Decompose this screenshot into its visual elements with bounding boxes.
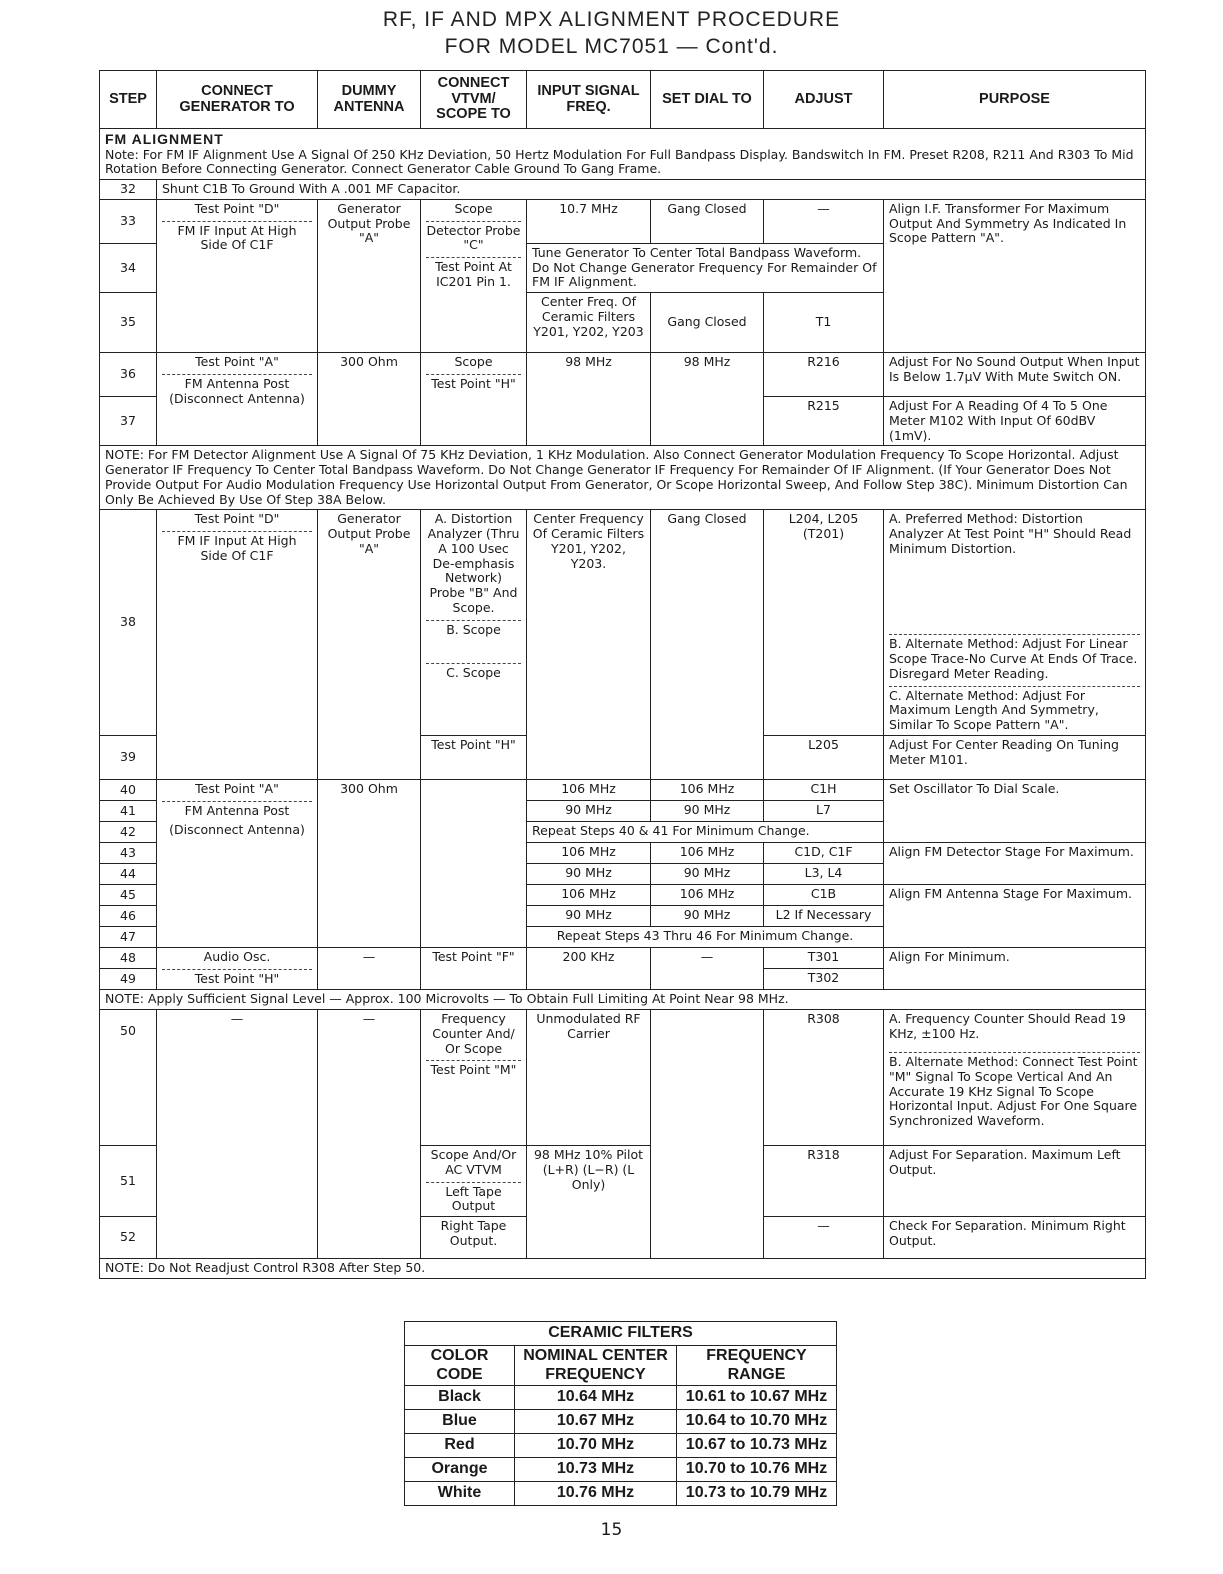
step-number: 33 [100, 199, 157, 243]
table-row [100, 180, 1146, 200]
page-title-line-1: RF, IF AND MPX ALIGNMENT PROCEDURE [382, 8, 841, 31]
purpose-text: Adjust For Separation. Maximum Left Output. [884, 1146, 1146, 1217]
adjust-item: R216 [764, 353, 884, 397]
ceramic-filters-table [404, 1321, 837, 1506]
repeat-instruction: Repeat Steps 40 & 41 For Minimum Change. [527, 822, 884, 843]
adjust-item: — [764, 1217, 884, 1259]
header-generator: CONNECT GENERATOR TO [157, 71, 318, 129]
step-number: 49 [100, 969, 157, 990]
readjust-note-row [100, 1259, 1146, 1279]
table-row [100, 199, 1146, 243]
vtvm-test-point: Test Point "H" [421, 736, 527, 780]
table-row [100, 353, 1146, 397]
dial-setting: 90 MHz [651, 864, 764, 885]
adjust-item: T302 [764, 969, 884, 990]
step-number: 42 [100, 822, 157, 843]
dummy-antenna: 300 Ohm [318, 780, 421, 948]
generator-location: FM Antenna Post [162, 801, 312, 819]
tune-instruction: Tune Generator To Center Total Bandpass Waveform. Do Not Change Generator Frequency For Remainder Of FM IF Alignment. [527, 243, 884, 292]
generator-point: — [157, 1010, 318, 1259]
table-row [100, 948, 1146, 969]
table-row [100, 1010, 1146, 1146]
ceramic-row [405, 1386, 837, 1410]
generator-location: FM IF Input At High Side Of C1F [162, 531, 312, 564]
input-frequency: 98 MHz [527, 353, 651, 446]
purpose-text: Adjust For A Reading Of 4 To 5 One Meter M102 With Input Of 60dBV (1mV). [884, 397, 1146, 446]
ceramic-header-nominal: NOMINAL CENTER FREQUENCY [515, 1346, 677, 1386]
vtvm-method-a: A. Distortion Analyzer (Thru A 100 Usec De-emphasis Network) Probe "B" And Scope. [427, 511, 520, 615]
vtvm-connection: Scope [454, 354, 493, 370]
repeat-instruction: Repeat Steps 43 Thru 46 For Minimum Change. [527, 927, 884, 948]
adjust-item: L3, L4 [764, 864, 884, 885]
vtvm-method-b: B. Scope [426, 620, 521, 659]
vtvm-test-point: Test Point "F" [421, 948, 527, 990]
input-frequency: 90 MHz [527, 906, 651, 927]
dummy-antenna: 300 Ohm [318, 353, 421, 446]
nominal-frequency: 10.76 MHz [515, 1482, 677, 1506]
step-number: 37 [100, 397, 157, 446]
purpose-text: Align I.F. Transformer For Maximum Output And Symmetry As Indicated In Scope Pattern "A". [884, 199, 1146, 352]
purpose-method-a: A. Frequency Counter Should Read 19 KHz, ±100 Hz. [889, 1011, 1126, 1041]
purpose-method-c: C. Alternate Method: Adjust For Maximum Length And Symmetry, Similar To Scope Pattern "A". [889, 686, 1140, 733]
dial-setting: 106 MHz [651, 843, 764, 864]
header-row [100, 71, 1146, 129]
detector-note-row [100, 446, 1146, 510]
fm-alignment-note-row [100, 129, 1146, 180]
step-number: 50 [100, 1010, 157, 1146]
header-step: STEP [100, 71, 157, 129]
ceramic-row [405, 1434, 837, 1458]
adjust-item: R318 [764, 1146, 884, 1217]
header-vtvm: CONNECT VTVM/ SCOPE TO [421, 71, 527, 129]
readjust-note: NOTE: Do Not Readjust Control R308 After Step 50. [100, 1259, 1146, 1279]
ceramic-header-color: COLOR CODE [405, 1346, 515, 1386]
step-number: 39 [100, 736, 157, 780]
frequency-range: 10.67 to 10.73 MHz [677, 1434, 837, 1458]
vtvm-connection: Scope And/Or AC VTVM [430, 1147, 517, 1177]
dial-setting: — [651, 948, 764, 990]
detector-note: NOTE: For FM Detector Alignment Use A Signal Of 75 KHz Deviation, 1 KHz Modulation. Also Connect Generator Modulation Frequency To Scope Horizontal. Adjust Generator IF Frequency To Center Total Bandpass Waveform. Do Not Change Generator IF Frequency For Remainder Of IF Alignment. (If Your Generator Does Not Provide Output For Audio Modulation Frequency Use Horizontal Output From Generator, Or Scope Horizontal Sweep, And Follow Step 38C). Minimum Distortion Can Only Be Achieved By Use Of Step 38A Below. [100, 446, 1146, 510]
step-number: 35 [100, 293, 157, 353]
generator-location: Test Point "H" [162, 969, 312, 987]
input-frequency: 10.7 MHz [527, 199, 651, 243]
step-number: 51 [100, 1146, 157, 1217]
signal-level-note: NOTE: Apply Sufficient Signal Level — Approx. 100 Microvolts — To Obtain Full Limiting At Point Near 98 MHz. [100, 990, 1146, 1010]
header-input: INPUT SIGNAL FREQ. [527, 71, 651, 129]
color-code: Blue [405, 1410, 515, 1434]
step-number: 38 [100, 510, 157, 736]
generator-point: Test Point "D" [194, 511, 280, 527]
adjust-item: C1B [764, 885, 884, 906]
vtvm-test-point: Left Tape Output [426, 1182, 521, 1215]
adjust-item: L7 [764, 801, 884, 822]
input-frequency: 98 MHz 10% Pilot (L+R) (L−R) (L Only) [527, 1146, 651, 1259]
table-row [100, 780, 1146, 801]
generator-point: Audio Osc. [203, 949, 271, 965]
ceramic-row [405, 1458, 837, 1482]
generator-location: FM IF Input At High Side Of C1F [162, 221, 312, 254]
adjust-item: R308 [764, 1010, 884, 1146]
adjust-item: — [764, 199, 884, 243]
input-frequency: 200 KHz [527, 948, 651, 990]
frequency-range: 10.64 to 10.70 MHz [677, 1410, 837, 1434]
vtvm-connection: Scope [454, 200, 493, 216]
nominal-frequency: 10.67 MHz [515, 1410, 677, 1434]
input-frequency: Center Freq. Of Ceramic Filters Y201, Y202, Y203 [527, 293, 651, 353]
dial-setting: 106 MHz [651, 780, 764, 801]
dial-setting: Gang Closed [651, 510, 764, 780]
purpose-method-b: B. Alternate Method: Adjust For Linear Scope Trace-No Curve At Ends Of Trace. Disregard Meter Reading. [889, 634, 1140, 681]
header-purpose: PURPOSE [884, 71, 1146, 129]
adjust-item: C1H [764, 780, 884, 801]
ceramic-row [405, 1410, 837, 1434]
nominal-frequency: 10.64 MHz [515, 1386, 677, 1410]
generator-point: Test Point "A" [195, 781, 279, 797]
purpose-method-b: B. Alternate Method: Connect Test Point "M" Signal To Scope Vertical And An Accurate 19 KHz Signal To Scope Horizontal Input. Adjust For One Square Synchronized Waveform. [889, 1052, 1140, 1129]
section-heading: FM ALIGNMENT [105, 131, 224, 147]
purpose-text: Set Oscillator To Dial Scale. [884, 780, 1146, 843]
vtvm-test-point: Test Point At IC201 Pin 1. [426, 257, 521, 290]
table-row [100, 510, 1146, 736]
input-frequency: 106 MHz [527, 843, 651, 864]
purpose-text: Align FM Antenna Stage For Maximum. [884, 885, 1146, 948]
header-adjust: ADJUST [764, 71, 884, 129]
input-frequency: 106 MHz [527, 885, 651, 906]
ceramic-title: CERAMIC FILTERS [405, 1322, 837, 1346]
input-frequency: 90 MHz [527, 801, 651, 822]
step-number: 47 [100, 927, 157, 948]
dial-setting: 98 MHz [651, 353, 764, 446]
adjust-item: L2 If Necessary [764, 906, 884, 927]
vtvm-probe: Detector Probe "C" [426, 222, 521, 253]
frequency-range: 10.70 to 10.76 MHz [677, 1458, 837, 1482]
step-number: 41 [100, 801, 157, 822]
step-number: 34 [100, 243, 157, 292]
generator-location: FM Antenna Post (Disconnect Antenna) [162, 374, 312, 407]
fm-note: Note: For FM IF Alignment Use A Signal Of 250 KHz Deviation, 50 Hertz Modulation For Full Bandpass Display. Bandswitch In FM. Preset R208, R211 And R303 To Mid Rotation Before Connecting Generator. Connect Generator Cable Ground To Gang Frame. [105, 146, 1134, 177]
adjust-item: L204, L205 (T201) [764, 510, 884, 736]
step-number: 36 [100, 353, 157, 397]
nominal-frequency: 10.70 MHz [515, 1434, 677, 1458]
adjust-item: R215 [764, 397, 884, 446]
header-dummy-antenna: DUMMY ANTENNA [318, 71, 421, 129]
header-dial: SET DIAL TO [651, 71, 764, 129]
dummy-antenna: Generator Output Probe "A" [318, 510, 421, 780]
step-number: 40 [100, 780, 157, 801]
step-number: 45 [100, 885, 157, 906]
dial-setting: 106 MHz [651, 885, 764, 906]
generator-point: Test Point "D" [194, 200, 280, 216]
input-frequency: 106 MHz [527, 780, 651, 801]
adjust-item: T1 [764, 293, 884, 353]
dial-setting: Gang Closed [651, 199, 764, 243]
page-number: 15 [600, 1520, 623, 1540]
color-code: White [405, 1482, 515, 1506]
adjust-item: T301 [764, 948, 884, 969]
step-number: 48 [100, 948, 157, 969]
nominal-frequency: 10.73 MHz [515, 1458, 677, 1482]
dial-setting: 90 MHz [651, 906, 764, 927]
step-number: 44 [100, 864, 157, 885]
ceramic-row [405, 1482, 837, 1506]
frequency-range: 10.61 to 10.67 MHz [677, 1386, 837, 1410]
step-number: 43 [100, 843, 157, 864]
vtvm-test-point: Test Point "M" [426, 1060, 521, 1078]
step-text: Shunt C1B To Ground With A .001 MF Capacitor. [157, 180, 1146, 200]
purpose-text: Align For Minimum. [884, 948, 1146, 990]
signal-level-note-row [100, 990, 1146, 1010]
ceramic-header-range: FREQUENCY RANGE [677, 1346, 837, 1386]
vtvm-method-c: C. Scope [426, 663, 521, 681]
color-code: Orange [405, 1458, 515, 1482]
purpose-text: Adjust For Center Reading On Tuning Meter M101. [884, 736, 1146, 780]
vtvm-connection: Frequency Counter And/ Or Scope [432, 1011, 515, 1056]
generator-note: (Disconnect Antenna) [169, 821, 305, 837]
input-frequency: 90 MHz [527, 864, 651, 885]
purpose-text: Align FM Detector Stage For Maximum. [884, 843, 1146, 885]
vtvm-test-point: Right Tape Output. [421, 1217, 527, 1259]
step-number: 46 [100, 906, 157, 927]
purpose-method-a: A. Preferred Method: Distortion Analyzer At Test Point "H" Should Read Minimum Distortion. [889, 511, 1132, 556]
step-number: 52 [100, 1217, 157, 1259]
purpose-text: Check For Separation. Minimum Right Output. [884, 1217, 1146, 1259]
frequency-range: 10.73 to 10.79 MHz [677, 1482, 837, 1506]
purpose-text: Adjust For No Sound Output When Input Is Below 1.7µV With Mute Switch ON. [884, 353, 1146, 397]
input-frequency: Center Frequency Of Ceramic Filters Y201, Y202, Y203. [527, 510, 651, 780]
dummy-antenna: Generator Output Probe "A" [318, 199, 421, 352]
input-frequency: Unmodulated RF Carrier [527, 1010, 651, 1146]
step-number: 32 [100, 180, 157, 200]
dummy-antenna: — [318, 948, 421, 990]
vtvm-test-point: Test Point "H" [426, 374, 521, 392]
adjust-item: L205 [764, 736, 884, 780]
adjust-item: C1D, C1F [764, 843, 884, 864]
dial-setting: Gang Closed [651, 293, 764, 353]
generator-point: Test Point "A" [195, 354, 279, 370]
alignment-table [99, 70, 1146, 1279]
color-code: Black [405, 1386, 515, 1410]
color-code: Red [405, 1434, 515, 1458]
page-title-line-2: FOR MODEL MC7051 — Cont'd. [444, 35, 779, 58]
dummy-antenna: — [318, 1010, 421, 1259]
dial-setting: 90 MHz [651, 801, 764, 822]
